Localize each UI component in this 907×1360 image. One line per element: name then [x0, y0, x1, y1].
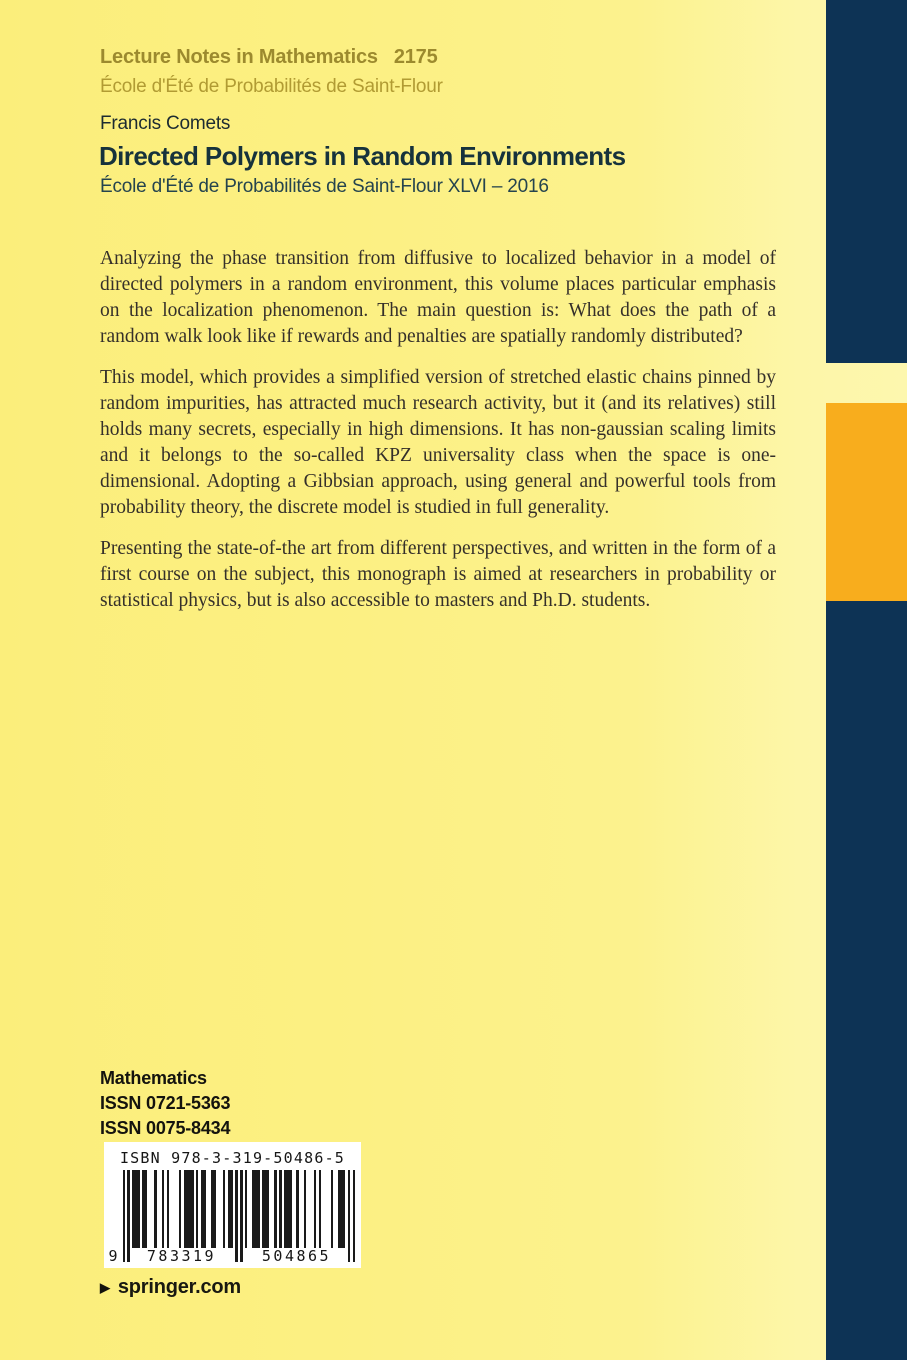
- isbn-label: ISBN 978-3-319-50486-5: [119, 1149, 346, 1167]
- isbn-barcode: [104, 1142, 361, 1268]
- publication-meta: [100, 1066, 230, 1141]
- series-name: Lecture Notes in Mathematics: [100, 46, 378, 68]
- springer-url: springer.com: [117, 1276, 242, 1298]
- blurb-paragraph: Presenting the state-of-the art from different perspectives, and written in the form of a first course on the subject, this monograph is aimed at researchers in probability or statistical physics, but is also accessible to masters and Ph.D. students.: [100, 538, 776, 611]
- blurb-paragraph: Analyzing the phase transition from diffusive to localized behavior in a model of directed polymers in a random environment, this volume places particular emphasis on the localization phenomenon. The main question is: What does the path of a random walk look like if rewards and penalties are spatially randomly distributed?: [100, 248, 776, 347]
- series-title: [100, 46, 438, 69]
- back-cover-blurb: [100, 246, 776, 629]
- subseries-title: École d'Été de Probabilités de Saint-Flour: [100, 76, 443, 97]
- issn-electronic: ISSN 0075-8434: [100, 1118, 231, 1138]
- book-title: Directed Polymers in Random Environments: [99, 141, 626, 171]
- publisher-line: [100, 1276, 241, 1299]
- barcode-digits: 9: [108, 1247, 121, 1265]
- issn-print: ISSN 0721-5363: [100, 1093, 231, 1113]
- orange-accent-band: [826, 403, 907, 601]
- barcode-bars: [109, 1170, 357, 1263]
- author-name: Francis Comets: [100, 113, 231, 134]
- navy-bottom-band: [826, 601, 907, 1360]
- series-number: 2175: [393, 46, 438, 68]
- blurb-paragraph: This model, which provides a simplified version of stretched elastic chains pinned by random impurities, has attracted much research activity, but it (and its relatives) still holds many secrets, especially in high dimensions. It has non-gaussian scaling limits and it belongs to the so-called KPZ universality class when the space is one-dimensional. Adopting a Gibbsian approach, using general and powerful tools from probability theory, the discrete model is studied in full generality.: [100, 367, 776, 518]
- barcode-digits: 504865: [261, 1247, 332, 1265]
- barcode-digits: 783319: [146, 1247, 217, 1265]
- springer-arrow-icon: ▶: [100, 1279, 110, 1295]
- navy-top-band: [826, 0, 907, 363]
- subject-category: Mathematics: [100, 1068, 207, 1088]
- book-subtitle: École d'Été de Probabilités de Saint-Flour XLVI – 2016: [100, 176, 549, 197]
